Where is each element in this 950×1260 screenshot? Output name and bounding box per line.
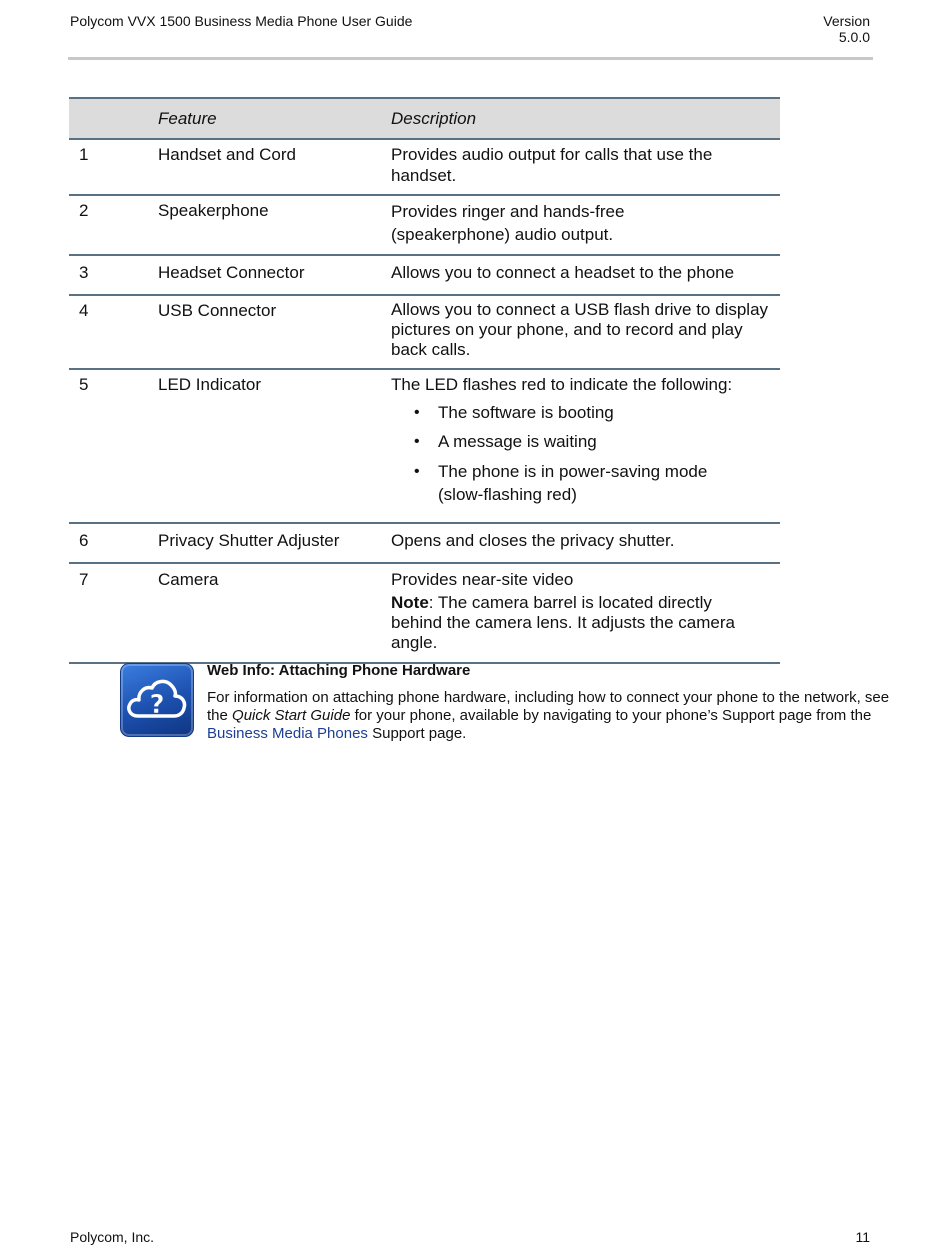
header-divider [68, 57, 873, 60]
row-number: 7 [69, 563, 148, 663]
row-number: 2 [69, 195, 148, 255]
led-bullet-list [391, 402, 774, 506]
row-description: Allows you to connect a USB flash drive to display pictures on your phone, and to record and play back calls. [381, 295, 780, 369]
svg-text:?: ? [149, 690, 165, 720]
quick-start-guide-title: Quick Start Guide [232, 707, 351, 724]
column-header-number [69, 98, 148, 139]
row-description: Allows you to connect a headset to the phone [381, 255, 780, 295]
web-info-text: Support page. [367, 725, 467, 742]
row-description [381, 369, 780, 523]
table-row [69, 255, 780, 295]
footer-company: Polycom, Inc. [70, 1229, 155, 1245]
row-feature: Camera [148, 563, 381, 663]
row-number: 3 [69, 255, 148, 295]
row-description-text: The LED flashes red to indicate the following: [391, 375, 733, 394]
row-description-text: Provides near-site video [391, 570, 574, 589]
list-item: • The software is booting [438, 402, 774, 423]
row-description [381, 563, 780, 663]
table-row [69, 295, 780, 369]
column-header-feature: Feature [148, 98, 381, 139]
header-title: Polycom VVX 1500 Business Media Phone User Guide [70, 13, 413, 29]
row-feature: USB Connector [148, 295, 381, 369]
web-info-text: for your phone, available by navigating to your phone’s Support page from the [350, 707, 872, 724]
table-row [69, 563, 780, 663]
row-feature: Handset and Cord [148, 139, 381, 195]
list-item: • A message is waiting [438, 431, 774, 452]
row-feature: Headset Connector [148, 255, 381, 295]
row-description: Opens and closes the privacy shutter. [381, 523, 780, 563]
list-item: • The phone is in power-saving mode (slow-flashing red) [438, 460, 774, 506]
row-feature: Privacy Shutter Adjuster [148, 523, 381, 563]
row-number: 6 [69, 523, 148, 563]
table-row [69, 369, 780, 523]
table-row [69, 139, 780, 195]
row-feature: Speakerphone [148, 195, 381, 255]
cloud-question-icon [120, 663, 194, 737]
web-info-text: For information on attaching phone hardware, including how to connect your phone to the network, see the [207, 689, 890, 724]
business-media-phones-link[interactable]: Business Media Phones [207, 725, 368, 742]
web-info-title: Web Info: Attaching Phone Hardware [207, 662, 471, 679]
note-text: : The camera barrel is located directly behind the camera lens. It adjusts the camera angle. [391, 593, 735, 652]
camera-note [391, 593, 774, 653]
table-row [69, 523, 780, 563]
feature-table [69, 97, 780, 664]
table-header-row [69, 98, 780, 139]
row-number: 1 [69, 139, 148, 195]
column-header-description: Description [381, 98, 780, 139]
row-description: Provides audio output for calls that use the handset. [381, 139, 780, 195]
web-info-body [207, 689, 897, 743]
header-version: Version 5.0.0 [823, 13, 870, 45]
page-number: 11 [855, 1229, 870, 1245]
row-number: 5 [69, 369, 148, 523]
row-feature: LED Indicator [148, 369, 381, 523]
row-description-text: Provides ringer and hands-free (speakerphone) audio output. [391, 202, 625, 244]
note-label: Note [391, 593, 429, 612]
row-description [381, 195, 780, 255]
row-number: 4 [69, 295, 148, 369]
table-row [69, 195, 780, 255]
